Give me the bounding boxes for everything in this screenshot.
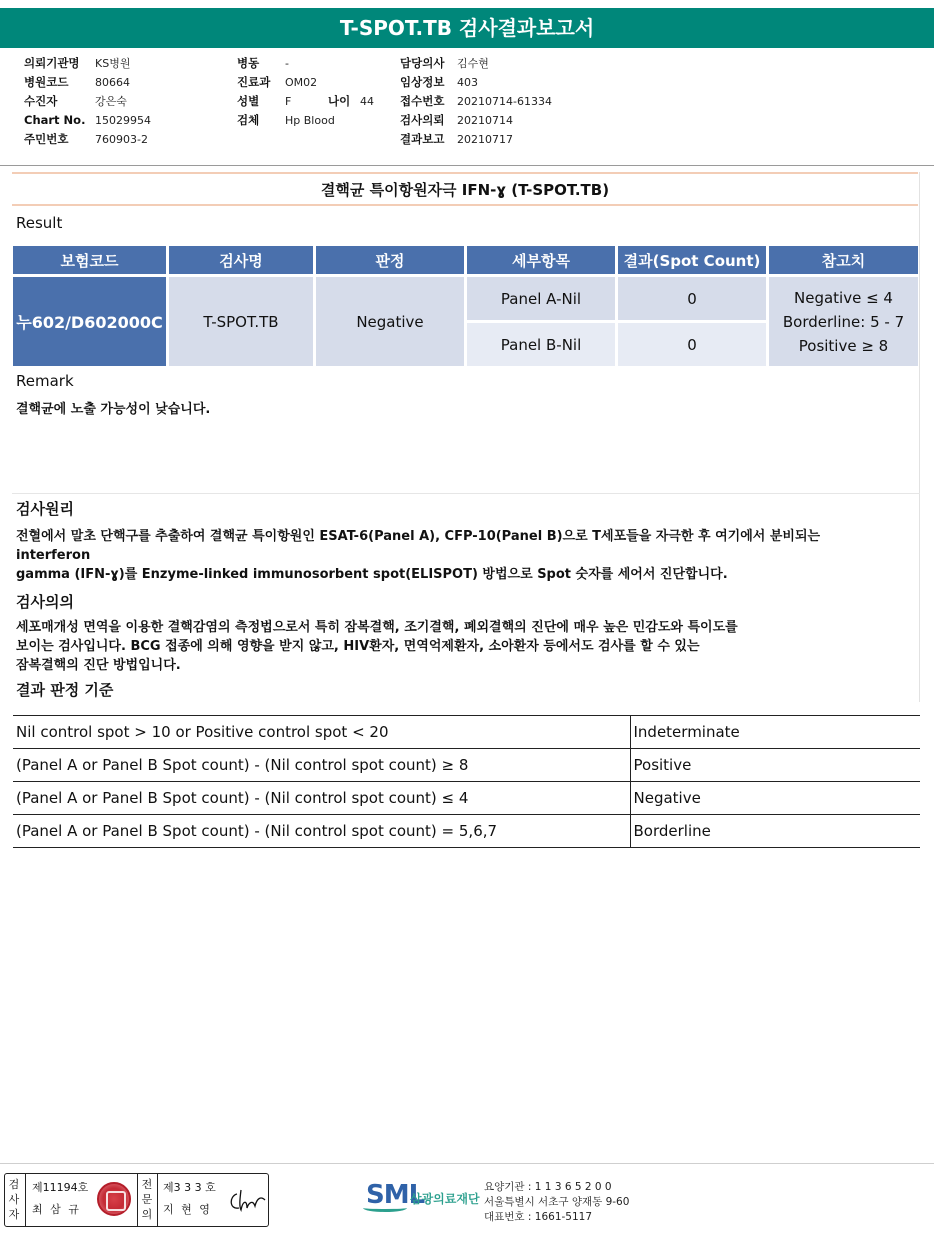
- significance-label: 검사의의: [16, 593, 74, 611]
- col-header-judgment: 판정: [316, 246, 464, 274]
- divider: [0, 1163, 934, 1164]
- specialist-name: 지 현 영: [163, 1203, 212, 1216]
- patient-info-col-2: [237, 54, 374, 130]
- info-label: 병원코드: [24, 75, 69, 89]
- remark-text: 결핵균에 노출 가능성이 낮습니다.: [16, 402, 211, 417]
- patient-info-col-1: [24, 54, 151, 149]
- signature-box: [4, 1173, 269, 1227]
- report-title: T-SPOT.TB 검사결과보고서: [0, 8, 934, 48]
- info-value: 403: [457, 76, 478, 89]
- judgment-cell: Negative: [316, 277, 464, 366]
- detail-item-cell: Panel A-Nil: [467, 277, 615, 320]
- info-label: Chart No.: [24, 113, 86, 127]
- divider: [137, 1174, 138, 1226]
- table-row: [13, 749, 920, 782]
- info-row-hospital-code: [24, 73, 151, 92]
- criteria-table: [13, 715, 920, 848]
- divider: [157, 1174, 158, 1226]
- info-row-doctor: [400, 54, 552, 73]
- examiner-license: 제11194호: [32, 1181, 89, 1194]
- reference-line: Positive ≥ 8: [798, 336, 889, 355]
- info-row-requesting-institution: [24, 54, 151, 73]
- principle-line: interferon: [16, 548, 91, 563]
- detail-item-cell: Panel B-Nil: [467, 323, 615, 366]
- table-row: [13, 815, 920, 848]
- criteria-result: Positive: [630, 749, 920, 782]
- info-row-report-date: [400, 130, 552, 149]
- table-row: [13, 277, 918, 320]
- insurance-code-cell: 누602/D602000C: [13, 277, 166, 366]
- seal-stamp-icon: [97, 1182, 131, 1216]
- info-label: 담당의사: [400, 56, 445, 70]
- info-label: 결과보고: [400, 132, 445, 146]
- footer-line-phone: 대표번호 : 1661-5117: [484, 1211, 593, 1223]
- col-header-result: 결과(Spot Count): [618, 246, 766, 274]
- org-name: 삼광의료재단: [410, 1192, 480, 1206]
- info-value: 20210717: [457, 133, 513, 146]
- significance-line: 잠복결핵의 진단 방법입니다.: [16, 658, 181, 673]
- info-row-ward: [237, 54, 335, 73]
- examiner-name: 최 삼 규: [32, 1203, 81, 1216]
- logo-mark: SML: [366, 1180, 425, 1210]
- divider: [12, 204, 918, 206]
- section-title: 결핵균 특이항원자극 IFN-ɣ (T-SPOT.TB): [320, 181, 610, 199]
- info-label: 병동: [237, 56, 260, 70]
- principle-line: gamma (IFN-ɣ)를 Enzyme-linked immunosorbent spot(ELISPOT) 방법으로 Spot 숫자를 세어서 진단합니다.: [16, 567, 728, 582]
- col-header-detail-item: 세부항목: [467, 246, 615, 274]
- age-label: 나이: [328, 94, 351, 108]
- info-value: 강은숙: [95, 95, 127, 108]
- info-value: Hp Blood: [285, 114, 335, 127]
- info-label: 성별: [237, 94, 260, 108]
- info-value: 김수현: [457, 57, 489, 70]
- info-row-request-date: [400, 111, 552, 130]
- result-cell: 0: [618, 277, 766, 320]
- info-row-resident-no: [24, 130, 151, 149]
- result-table-header: [13, 246, 918, 274]
- reference-cell: [769, 277, 918, 366]
- info-value: 80664: [95, 76, 130, 89]
- footer-info: [484, 1180, 629, 1225]
- criteria-condition: (Panel A or Panel B Spot count) - (Nil control spot count) ≥ 8: [13, 749, 630, 782]
- logo-swoosh-icon: [363, 1204, 407, 1212]
- info-value: OM02: [285, 76, 318, 89]
- principle-line: 전혈에서 말초 단핵구를 추출하여 결핵균 특이항원인 ESAT-6(Panel A), CFP-10(Panel B)으로 T세포들을 자극한 후 여기에서 분비되는: [16, 529, 821, 544]
- criteria-result: Borderline: [630, 815, 920, 848]
- info-row-patient-name: [24, 92, 151, 111]
- test-name-cell: T-SPOT.TB: [169, 277, 313, 366]
- divider: [25, 1174, 26, 1226]
- remark-label: Remark: [16, 372, 74, 390]
- info-value: 20210714-61334: [457, 95, 552, 108]
- info-row-department: [237, 73, 335, 92]
- patient-info-panel: [0, 50, 934, 162]
- info-label: 임상정보: [400, 75, 445, 89]
- footer-line-address: 서울특별시 서초구 양재동 9-60: [484, 1196, 630, 1208]
- info-label: 검사의뢰: [400, 113, 445, 127]
- result-table: [10, 243, 921, 369]
- reference-line: Borderline: 5 - 7: [782, 312, 905, 331]
- info-value: 760903-2: [95, 133, 148, 146]
- age-value: 44: [360, 95, 374, 108]
- info-label: 진료과: [237, 75, 271, 89]
- info-label: 검체: [237, 113, 260, 127]
- reference-line: Negative ≤ 4: [794, 288, 893, 307]
- info-label: 의뢰기관명: [24, 56, 80, 70]
- criteria-label: 결과 판정 기준: [16, 681, 114, 699]
- table-row: [13, 716, 920, 749]
- principle-label: 검사원리: [16, 500, 74, 518]
- patient-info-col-3: [400, 54, 552, 149]
- significance-line: 보이는 검사입니다. BCG 접종에 의해 영향을 받지 않고, HIV환자, 면역억제환자, 소아환자 등에서도 검사를 할 수 있는: [16, 639, 700, 654]
- criteria-condition: (Panel A or Panel B Spot count) - (Nil control spot count) = 5,6,7: [13, 815, 630, 848]
- criteria-result: Negative: [630, 782, 920, 815]
- col-header-insurance-code: 보험코드: [13, 246, 166, 274]
- criteria-result: Indeterminate: [630, 716, 920, 749]
- divider: [0, 165, 934, 166]
- info-value: F: [285, 95, 292, 108]
- criteria-condition: (Panel A or Panel B Spot count) - (Nil control spot count) ≤ 4: [13, 782, 630, 815]
- info-label: 수진자: [24, 94, 58, 108]
- info-value: -: [285, 57, 289, 70]
- remark-box: [12, 366, 920, 494]
- info-label: 주민번호: [24, 132, 69, 146]
- col-header-test-name: 검사명: [169, 246, 313, 274]
- divider: [12, 172, 918, 174]
- info-row-sex: [237, 92, 374, 111]
- criteria-condition: Nil control spot > 10 or Positive control spot < 20: [13, 716, 630, 749]
- significance-line: 세포매개성 면역을 이용한 결핵감염의 측정법으로서 특히 잠복결핵, 조기결핵, 폐외결핵의 진단에 매우 높은 민감도와 특이도를: [16, 620, 738, 635]
- info-row-specimen: [237, 111, 335, 130]
- col-header-reference: 참고치: [769, 246, 918, 274]
- info-row-receipt-no: [400, 92, 552, 111]
- specialist-license: 제3 3 3 호: [163, 1181, 216, 1194]
- result-cell: 0: [618, 323, 766, 366]
- info-row-clinical-info: [400, 73, 552, 92]
- info-value: KS병원: [95, 57, 131, 70]
- table-row: [13, 782, 920, 815]
- specialist-label: 전문의: [141, 1178, 153, 1221]
- result-label: Result: [16, 214, 63, 232]
- footer-line-institution-code: 요양기관 : 1 1 3 6 5 2 0 0: [484, 1181, 612, 1193]
- examiner-label: 검사자: [8, 1178, 20, 1221]
- info-value: 20210714: [457, 114, 513, 127]
- info-value: 15029954: [95, 114, 151, 127]
- signature-icon: [227, 1186, 267, 1216]
- info-row-chart-no: [24, 111, 151, 130]
- info-label: 접수번호: [400, 94, 445, 108]
